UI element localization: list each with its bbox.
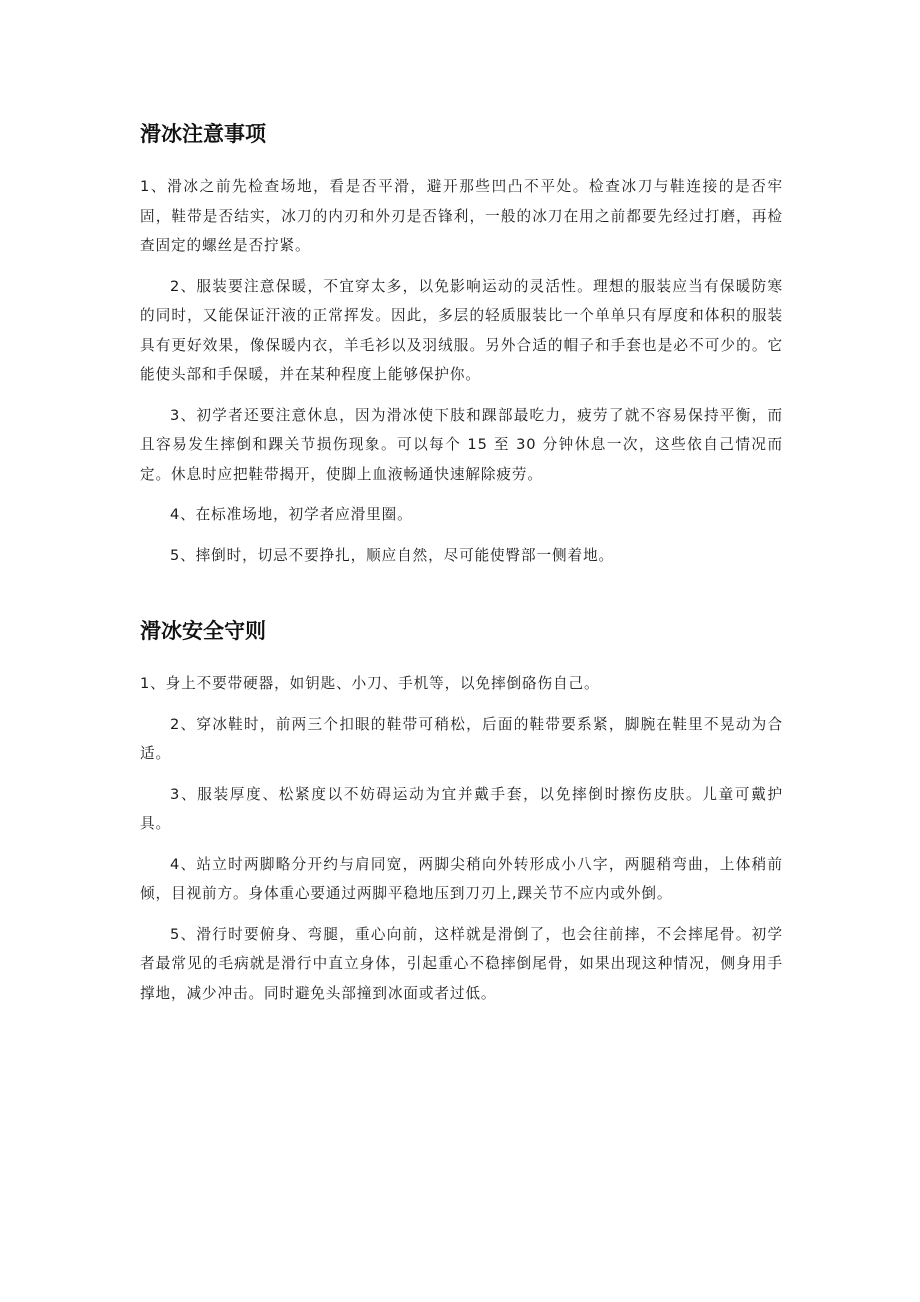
section-title-precautions: 滑冰注意事项 (140, 121, 266, 146)
section-title-safety-rules: 滑冰安全守则 (140, 618, 266, 643)
paragraph: 5、摔倒时，切忌不要挣扎，顺应自然，尽可能使臀部一侧着地。 (170, 546, 615, 564)
paragraph: 2、服装要注意保暖，不宜穿太多，以免影响运动的灵活性。理想的服装应当有保暖防寒的同时，又能保证汗液的正常挥发。因此，多层的轻质服装比一个单单只有厚度和体积的服装具有更好效果，像保暖内衣，羊毛衫以及羽绒服。另外合适的帽子和手套也是必不可少的。它能使头部和手保暖，并在某种程度上能够保护你。 (140, 277, 783, 383)
document-page (140, 0, 783, 1008)
paragraph: 5、滑行时要俯身、弯腿，重心向前，这样就是滑倒了，也会往前摔，不会摔尾骨。初学者最常见的毛病就是滑行中直立身体，引起重心不稳摔倒尾骨，如果出现这种情况，侧身用手撑地，减少冲击。同时避免头部撞到冰面或者过低。 (140, 925, 783, 1002)
paragraph: 1、滑冰之前先检查场地，看是否平滑，避开那些凹凸不平处。检查冰刀与鞋连接的是否牢固，鞋带是否结实，冰刀的内刃和外刃是否锋利，一般的冰刀在用之前都要先经过打磨，再检查固定的螺丝是否拧紧。 (140, 178, 783, 254)
paragraph: 3、初学者还要注意休息，因为滑冰使下肢和踝部最吃力，疲劳了就不容易保持平衡，而且容易发生摔倒和踝关节损伤现象。可以每个 15 至 30 分钟休息一次，这些依自己情况而定。休息时应把鞋带揭开，使脚上血液畅通快速解除疲劳。 (140, 406, 783, 483)
paragraph: 4、站立时两脚略分开约与肩同宽，两脚尖稍向外转形成小八字，两腿稍弯曲，上体稍前倾，目视前方。身体重心要通过两脚平稳地压到刀刃上,踝关节不应内或外倒。 (140, 855, 783, 902)
paragraph: 3、服装厚度、松紧度以不妨碍运动为宜并戴手套，以免摔倒时擦伤皮肤。儿童可戴护具。 (140, 785, 783, 832)
paragraph: 4、在标准场地，初学者应滑里圈。 (170, 506, 413, 523)
paragraph: 1、身上不要带硬器，如钥匙、小刀、手机等，以免摔倒硌伤自己。 (140, 675, 600, 692)
paragraph: 2、穿冰鞋时，前两三个扣眼的鞋带可稍松，后面的鞋带要系紧，脚腕在鞋里不晃动为合适。 (140, 715, 783, 762)
